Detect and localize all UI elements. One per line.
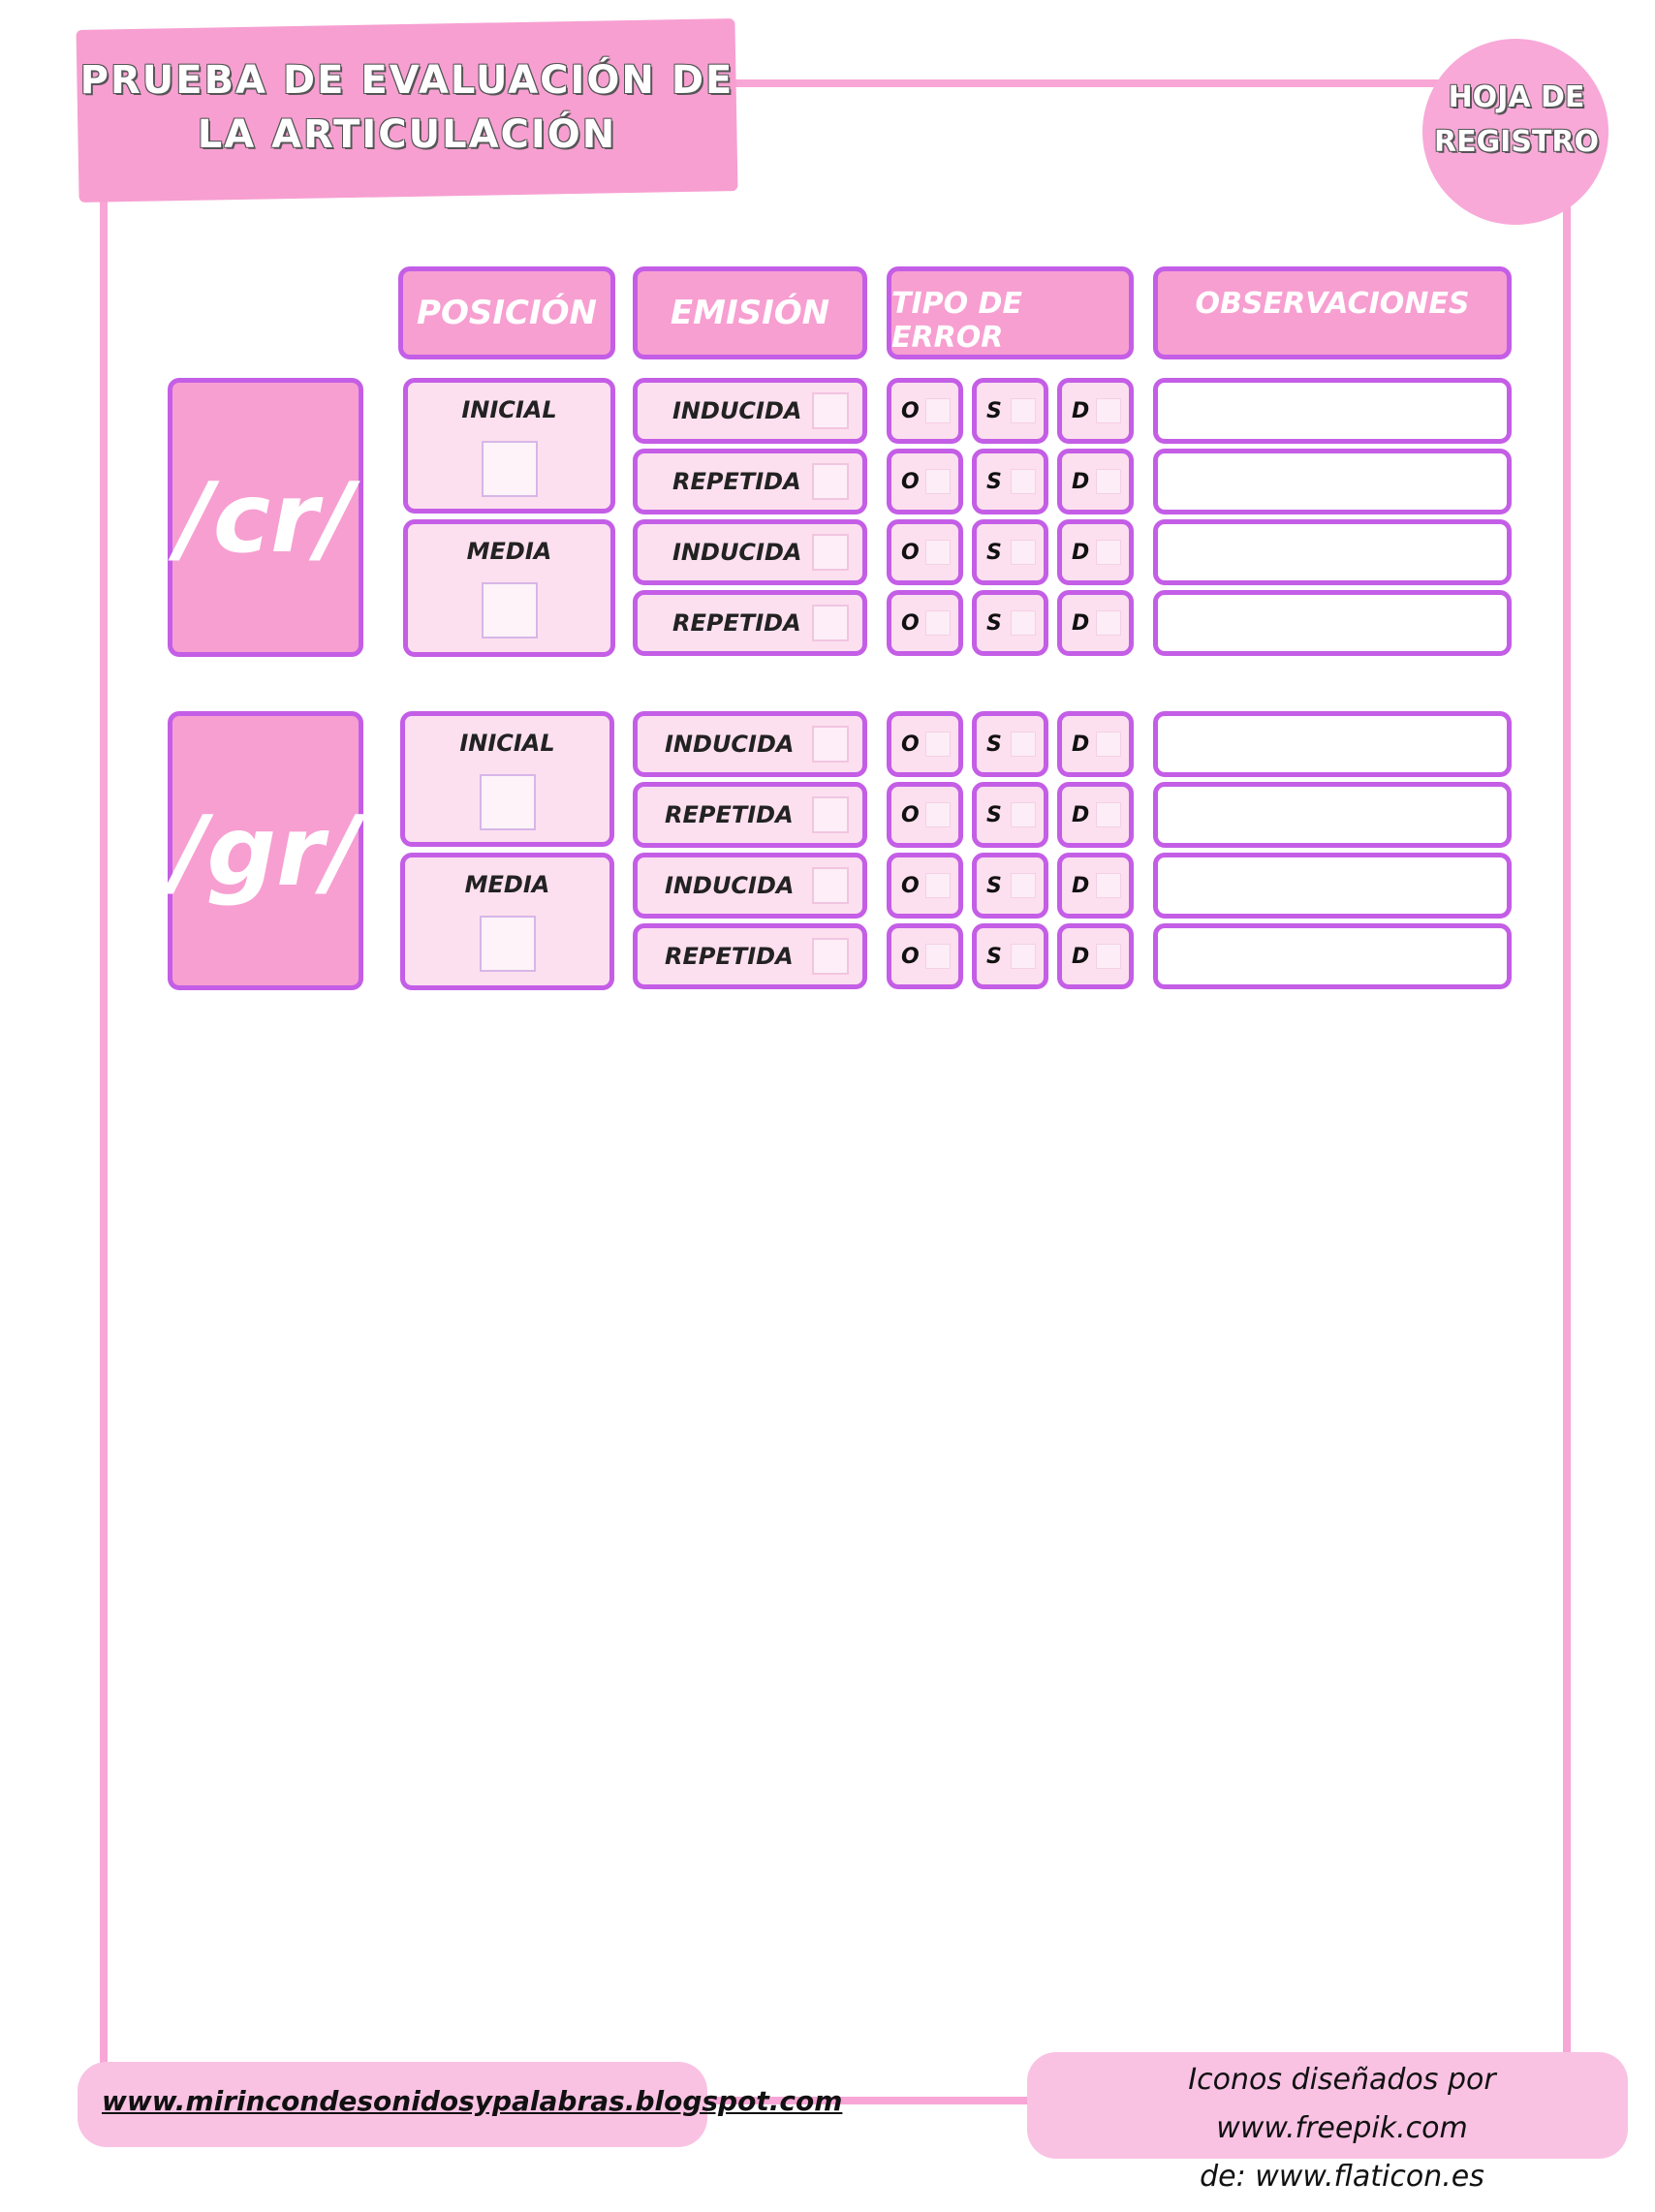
badge-label: [1410, 76, 1623, 165]
emission-label: INDUCIDA: [672, 539, 802, 566]
error-label-s: S: [986, 802, 1002, 827]
error-label-d: D: [1072, 732, 1090, 757]
error-cell-s: [972, 853, 1048, 919]
emission-label: REPETIDA: [665, 801, 794, 828]
footer-credits: [1080, 2056, 1604, 2201]
emission-checkbox[interactable]: [812, 938, 849, 975]
phoneme-card: [168, 378, 363, 657]
error-checkbox-o[interactable]: [925, 944, 951, 969]
error-checkbox-s[interactable]: [1011, 540, 1036, 565]
column-header-tipo-error-label: TIPO DE ERROR: [891, 287, 1022, 355]
footer-website-link[interactable]: www.mirincondesonidosypalabras.blogspot.com: [102, 2085, 843, 2117]
error-cell-o: [887, 378, 963, 444]
error-checkbox-o[interactable]: [925, 540, 951, 565]
error-label-d: D: [1072, 540, 1090, 565]
emission-label: REPETIDA: [665, 943, 794, 970]
footer-credits-line-2: de: www.flaticon.es: [1200, 2160, 1484, 2194]
column-header-posicion: [398, 266, 615, 359]
error-label-s: S: [986, 732, 1002, 757]
error-checkbox-o[interactable]: [925, 802, 951, 827]
error-checkbox-d[interactable]: [1096, 732, 1121, 757]
error-cell-d: [1057, 923, 1134, 989]
badge-line-1: HOJA DE: [1448, 80, 1585, 114]
error-label-s: S: [986, 398, 1002, 423]
error-label-o: O: [901, 944, 920, 969]
observations-field[interactable]: [1153, 519, 1512, 585]
error-checkbox-s[interactable]: [1011, 610, 1036, 636]
error-cell-o: [887, 449, 963, 514]
title-line-1: PRUEBA DE EVALUACIÓN DE: [79, 58, 734, 103]
error-checkbox-o[interactable]: [925, 398, 951, 423]
error-label-d: D: [1072, 469, 1090, 494]
error-label-s: S: [986, 873, 1002, 898]
position-checkbox[interactable]: [480, 916, 536, 972]
error-cell-s: [972, 590, 1048, 656]
error-cell-d: [1057, 519, 1134, 585]
position-label: MEDIA: [466, 538, 552, 565]
error-checkbox-d[interactable]: [1096, 398, 1121, 423]
title-line-2: LA ARTICULACIÓN: [197, 112, 617, 157]
emission-checkbox[interactable]: [812, 392, 849, 429]
emission-label: INDUCIDA: [665, 872, 795, 899]
emission-cell: [633, 449, 867, 514]
position-checkbox[interactable]: [482, 582, 538, 639]
error-label-d: D: [1072, 802, 1090, 827]
position-cell: [400, 711, 614, 847]
emission-checkbox[interactable]: [812, 867, 849, 904]
error-label-d: D: [1072, 873, 1090, 898]
error-cell-s: [972, 782, 1048, 848]
error-cell-s: [972, 378, 1048, 444]
error-label-o: O: [901, 732, 920, 757]
emission-cell: [633, 378, 867, 444]
error-cell-o: [887, 923, 963, 989]
emission-label: REPETIDA: [672, 609, 801, 637]
error-cell-s: [972, 711, 1048, 777]
observations-field[interactable]: [1153, 782, 1512, 848]
error-checkbox-s[interactable]: [1011, 944, 1036, 969]
column-header-observaciones: [1153, 266, 1512, 359]
error-label-d: D: [1072, 398, 1090, 423]
error-checkbox-d[interactable]: [1096, 873, 1121, 898]
position-cell: [403, 378, 615, 514]
error-checkbox-d[interactable]: [1096, 944, 1121, 969]
error-cell-o: [887, 711, 963, 777]
position-label: INICIAL: [459, 730, 555, 757]
error-cell-d: [1057, 782, 1134, 848]
emission-cell: [633, 923, 867, 989]
error-checkbox-s[interactable]: [1011, 398, 1036, 423]
error-cell-d: [1057, 590, 1134, 656]
error-label-d: D: [1072, 944, 1090, 969]
error-cell-o: [887, 853, 963, 919]
error-label-o: O: [901, 398, 920, 423]
emission-label: INDUCIDA: [672, 397, 802, 424]
footer-credits-line-1: Iconos diseñados por www.freepik.com: [1188, 2063, 1496, 2145]
position-label: MEDIA: [464, 871, 550, 898]
observations-field[interactable]: [1153, 853, 1512, 919]
error-checkbox-o[interactable]: [925, 469, 951, 494]
position-checkbox[interactable]: [482, 441, 538, 497]
page-title: [78, 53, 736, 162]
error-label-d: D: [1072, 610, 1090, 636]
column-header-emision-label: EMISIÓN: [670, 294, 830, 332]
phoneme-label: /gr/: [172, 794, 359, 908]
emission-checkbox[interactable]: [812, 534, 849, 571]
emission-cell: [633, 853, 867, 919]
error-checkbox-s[interactable]: [1011, 469, 1036, 494]
error-cell-d: [1057, 711, 1134, 777]
error-checkbox-o[interactable]: [925, 873, 951, 898]
error-label-s: S: [986, 610, 1002, 636]
error-label-o: O: [901, 540, 920, 565]
error-checkbox-o[interactable]: [925, 732, 951, 757]
emission-label: INDUCIDA: [665, 731, 795, 758]
observations-field[interactable]: [1153, 378, 1512, 444]
phoneme-card: [168, 711, 363, 990]
emission-label: REPETIDA: [672, 468, 801, 495]
emission-checkbox[interactable]: [812, 463, 849, 500]
column-header-observaciones-label: OBSERVACIONES: [1195, 287, 1470, 321]
error-cell-d: [1057, 449, 1134, 514]
position-cell: [400, 853, 614, 990]
error-cell-d: [1057, 853, 1134, 919]
error-cell-o: [887, 782, 963, 848]
error-label-s: S: [986, 944, 1002, 969]
emission-cell: [633, 711, 867, 777]
emission-cell: [633, 782, 867, 848]
observations-field[interactable]: [1153, 923, 1512, 989]
position-cell: [403, 519, 615, 657]
error-checkbox-d[interactable]: [1096, 469, 1121, 494]
error-label-o: O: [901, 873, 920, 898]
error-checkbox-d[interactable]: [1096, 610, 1121, 636]
error-label-o: O: [901, 469, 920, 494]
emission-checkbox[interactable]: [812, 726, 849, 763]
error-checkbox-s[interactable]: [1011, 873, 1036, 898]
position-label: INICIAL: [461, 396, 557, 423]
emission-checkbox[interactable]: [812, 605, 849, 641]
observations-field[interactable]: [1153, 711, 1512, 777]
badge-line-2: REGISTRO: [1433, 125, 1600, 159]
emission-checkbox[interactable]: [812, 796, 849, 833]
error-cell-o: [887, 519, 963, 585]
error-cell-s: [972, 449, 1048, 514]
error-checkbox-s[interactable]: [1011, 732, 1036, 757]
error-cell-s: [972, 519, 1048, 585]
error-cell-o: [887, 590, 963, 656]
column-header-tipo-error: [887, 266, 1134, 359]
observations-field[interactable]: [1153, 449, 1512, 514]
error-label-o: O: [901, 802, 920, 827]
error-checkbox-d[interactable]: [1096, 802, 1121, 827]
observations-field[interactable]: [1153, 590, 1512, 656]
emission-cell: [633, 590, 867, 656]
error-checkbox-s[interactable]: [1011, 802, 1036, 827]
error-label-s: S: [986, 469, 1002, 494]
error-cell-s: [972, 923, 1048, 989]
error-label-s: S: [986, 540, 1002, 565]
position-checkbox[interactable]: [480, 774, 536, 830]
column-header-emision: [633, 266, 867, 359]
phoneme-label: /cr/: [177, 460, 354, 575]
column-header-posicion-label: POSICIÓN: [417, 294, 597, 332]
error-checkbox-o[interactable]: [925, 610, 951, 636]
error-checkbox-d[interactable]: [1096, 540, 1121, 565]
emission-cell: [633, 519, 867, 585]
error-label-o: O: [901, 610, 920, 636]
error-cell-d: [1057, 378, 1134, 444]
